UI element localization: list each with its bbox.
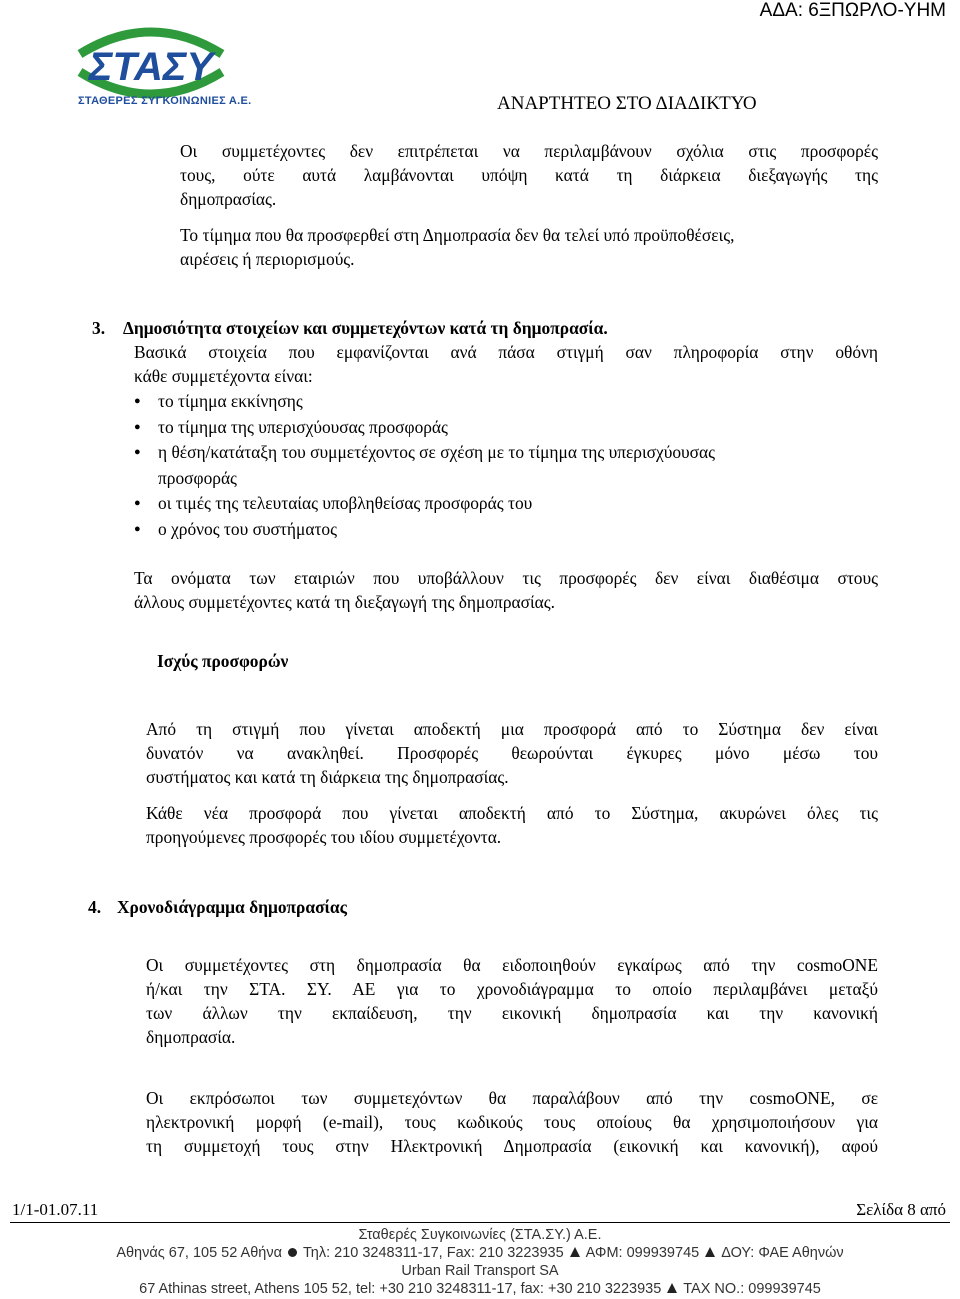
footer-vat: ΑΦΜ: 099939745 (585, 1245, 700, 1261)
paragraph-comments (180, 139, 878, 211)
page-number: Σελίδα 8 από (856, 1200, 946, 1219)
text-line: Οι συμμετέχοντες στη δημοπρασία θα ειδοποιηθούν εγκαίρως από την cosmoONE (146, 955, 878, 975)
logo-wordmark: ΣΤΑΣΥ (88, 45, 214, 89)
text-line: Βασικά στοιχεία που εμφανίζονται ανά πάσα στιγμή σαν πληροφορία στην οθόνη (134, 342, 878, 362)
paragraph-validity-1 (146, 717, 878, 789)
section-3-title: Δημοσιότητα στοιχείων και συμμετεχόντων κατά τη δημοπρασία. (123, 318, 608, 338)
logo-subtitle: ΣΤΑΘΕΡΕΣ ΣΥΓΚΟΙΝΩΝΙΕΣ Α.Ε. (78, 95, 252, 107)
text-line: κάθε συμμετέχοντα είναι: (134, 366, 313, 386)
list-item (134, 440, 878, 491)
footer-tax-en: TAX NO.: 099939745 (683, 1281, 821, 1297)
paragraph-price (180, 223, 878, 271)
section-3-intro (134, 340, 878, 388)
text-line: Κάθε νέα προσφορά που γίνεται αποδεκτή από το Σύστημα, ακυρώνει όλες τις (146, 803, 878, 823)
list-item: ● το τίμημα εκκίνησης (134, 389, 878, 415)
footer-address-gr: Αθηνάς 67, 105 52 Αθήνα (116, 1245, 282, 1261)
visible-info-list (134, 389, 878, 542)
paragraph-schedule-2 (146, 1086, 878, 1158)
section-4-title: Χρονοδιάγραμμα δημοπρασίας (117, 897, 347, 917)
list-item: ● ο χρόνος του συστήματος (134, 517, 878, 543)
text-line: ή/και την ΣΤΑ. ΣΥ. ΑΕ για το χρονοδιάγραμμα το οποίο περιλαμβάνει μεταξύ (146, 979, 878, 999)
footer-company-gr: Σταθερές Συγκοινωνίες (ΣΤΑ.ΣΥ.) Α.Ε. (358, 1227, 602, 1243)
footer-address-en: 67 Athinas street, Athens 105 52, tel: +30 210 3248311-17, fax: +30 210 3223935 (139, 1281, 662, 1297)
footer-company-en: Urban Rail Transport SA (401, 1263, 559, 1279)
footer-contact-gr (0, 1245, 960, 1261)
text-line: δημοπρασία. (146, 1027, 236, 1047)
validity-heading: Ισχύς προσφορών (157, 651, 289, 671)
text-line: τη συμμετοχή τους στην Ηλεκτρονική Δημοπρασία (εικονική και κανονική), αφού (146, 1136, 878, 1156)
text-line: συστήματος και κατά τη διάρκεια της δημοπρασίας. (146, 767, 509, 787)
list-item: ● οι τιμές της τελευταίας υποβληθείσας προσφοράς του (134, 491, 878, 517)
text-line: δυνατόν να ανακληθεί. Προσφορές θεωρούνται έγκυρες μόνο μέσω του (146, 743, 878, 763)
list-item: ● το τίμημα της υπερισχύουσας προσφοράς (134, 415, 878, 441)
footer-phone-gr: Τηλ: 210 3248311-17, Fax: 210 3223935 (302, 1245, 564, 1261)
text-line: των άλλων την εκπαίδευση, την εικονική δημοπρασία και την κανονική (146, 1003, 878, 1023)
posted-online-label: ΑΝΑΡΤΗΤΕΟ ΣΤΟ ΔΙΑΔΙΚΤΥΟ (497, 93, 757, 114)
footer-divider (10, 1222, 950, 1223)
text-line: προηγούμενες προσφορές του ιδίου συμμετέχοντα. (146, 827, 502, 847)
list-item-text: προσφοράς (158, 467, 237, 488)
list-item-text: η θέση/κατάταξη του συμμετέχοντος σε σχέση με το τίμημα της υπερισχύουσας (158, 442, 716, 462)
section-3-number: 3. (92, 318, 106, 338)
text-line: τους, ούτε αυτά λαμβάνονται υπόψη κατά τη διάρκεια διεξαγωγής της (180, 165, 878, 185)
footer-contact-en (0, 1281, 960, 1297)
bullet-triangle-icon (667, 1283, 677, 1293)
bullet-triangle-icon (570, 1247, 580, 1257)
text-line: δημοπρασίας. (180, 189, 277, 209)
section-4-number: 4. (88, 897, 102, 917)
paragraph-validity-2 (146, 801, 878, 849)
text-line: Από τη στιγμή που γίνεται αποδεκτή μια προσφορά από το Σύστημα δεν είναι (146, 719, 878, 739)
text-line: ηλεκτρονική μορφή (e-mail), τους κωδικούς τους οποίους θα χρησιμοποιήσουν για (146, 1112, 878, 1132)
bullet-triangle-icon (705, 1247, 715, 1257)
document-code: 1/1-01.07.11 (12, 1200, 99, 1219)
text-line: Τα ονόματα των εταιριών που υποβάλλουν τις προσφορές δεν είναι διαθέσιμα στους (134, 568, 878, 588)
text-line: άλλους συμμετέχοντες κατά τη διεξαγωγή της δημοπρασίας. (134, 592, 556, 612)
text-line: Οι συμμετέχοντες δεν επιτρέπεται να περιλαμβάνουν σχόλια στις προσφορές (180, 141, 878, 161)
text-line: αιρέσεις ή περιορισμούς. (180, 249, 355, 269)
footer-tax-office: ΔΟΥ: ΦΑΕ Αθηνών (721, 1245, 844, 1261)
paragraph-schedule-1 (146, 953, 878, 1049)
text-line: Το τίμημα που θα προσφερθεί στη Δημοπρασία δεν θα τελεί υπό προϋποθέσεις, (180, 225, 735, 245)
ada-code: ΑΔΑ: 6ΞΠΩΡΛΟ-ΥΗΜ (759, 0, 946, 21)
paragraph-company-names (134, 566, 878, 614)
text-line: Οι εκπρόσωποι των συμμετεχόντων θα παραλάβουν από την cosmoONE, σε (146, 1088, 878, 1108)
bullet-dot-icon (288, 1248, 297, 1257)
